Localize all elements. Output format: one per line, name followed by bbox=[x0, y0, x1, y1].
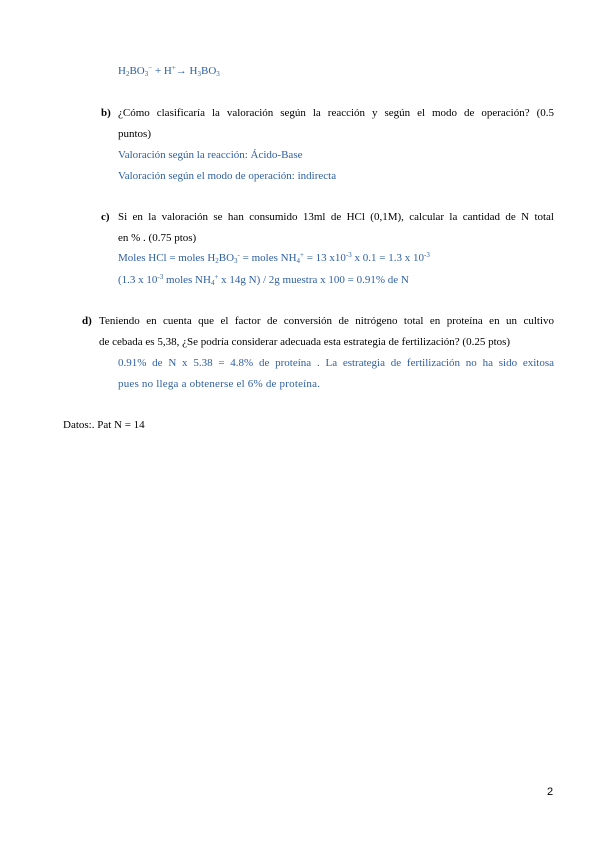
answer-b-line-1: Valoración según la reacción: Ácido-Base bbox=[118, 149, 303, 161]
answer-d-line-1: 0.91% de N x 5.38 = 4.8% de proteína . La estrategia de fertilización no ha sido exitosa bbox=[118, 357, 554, 369]
question-c-line-1: Si en la valoración se han consumido 13ml de HCl (0,1M), calcular la cantidad de N total bbox=[118, 211, 554, 223]
equation-top: $H_2BO_3^- + H^+\to H_3BO_3$ bbox=[118, 64, 220, 78]
question-c-label: c) bbox=[101, 211, 110, 223]
question-d-label: d) bbox=[82, 315, 92, 327]
question-c-line-2: en % . (0.75 ptos) bbox=[118, 232, 197, 244]
question-d-line-1: Teniendo en cuenta que el factor de conversión de nitrógeno total en proteína en un cultivo bbox=[99, 315, 554, 327]
answer-b-line-2: Valoración según el modo de operación: indirecta bbox=[118, 170, 337, 182]
question-b-label: b) bbox=[101, 107, 111, 119]
answer-c-line-1: Moles HCl = moles $H_2BO_3^-$ = moles $NH_4^+ = 13$ $x10^{-3}$ x 0.1 = 1.3 x $10^{-3}$ bbox=[118, 251, 430, 265]
answer-d-line-2: pues no llega a obtenerse el 6% de proteína. bbox=[118, 378, 321, 390]
question-b-line-2: puntos) bbox=[118, 128, 151, 140]
question-b-line-1: ¿Cómo clasificaría la valoración según la reacción y según el modo de operación? (0.5 bbox=[118, 107, 554, 119]
question-d-line-2: de cebada es 5,38, ¿Se podría considerar adecuada esta estrategia de fertilización? (0.25 ptos) bbox=[99, 336, 511, 348]
datos-line: Datos:. Pat N = 14 bbox=[63, 419, 145, 431]
answer-c-line-2: (1.3 x $10^{-3}$ moles $NH_4^+$ x 14g N) / 2g muestra x 100 = 0.91% de N bbox=[118, 273, 409, 287]
page-number: 2 bbox=[547, 786, 554, 798]
